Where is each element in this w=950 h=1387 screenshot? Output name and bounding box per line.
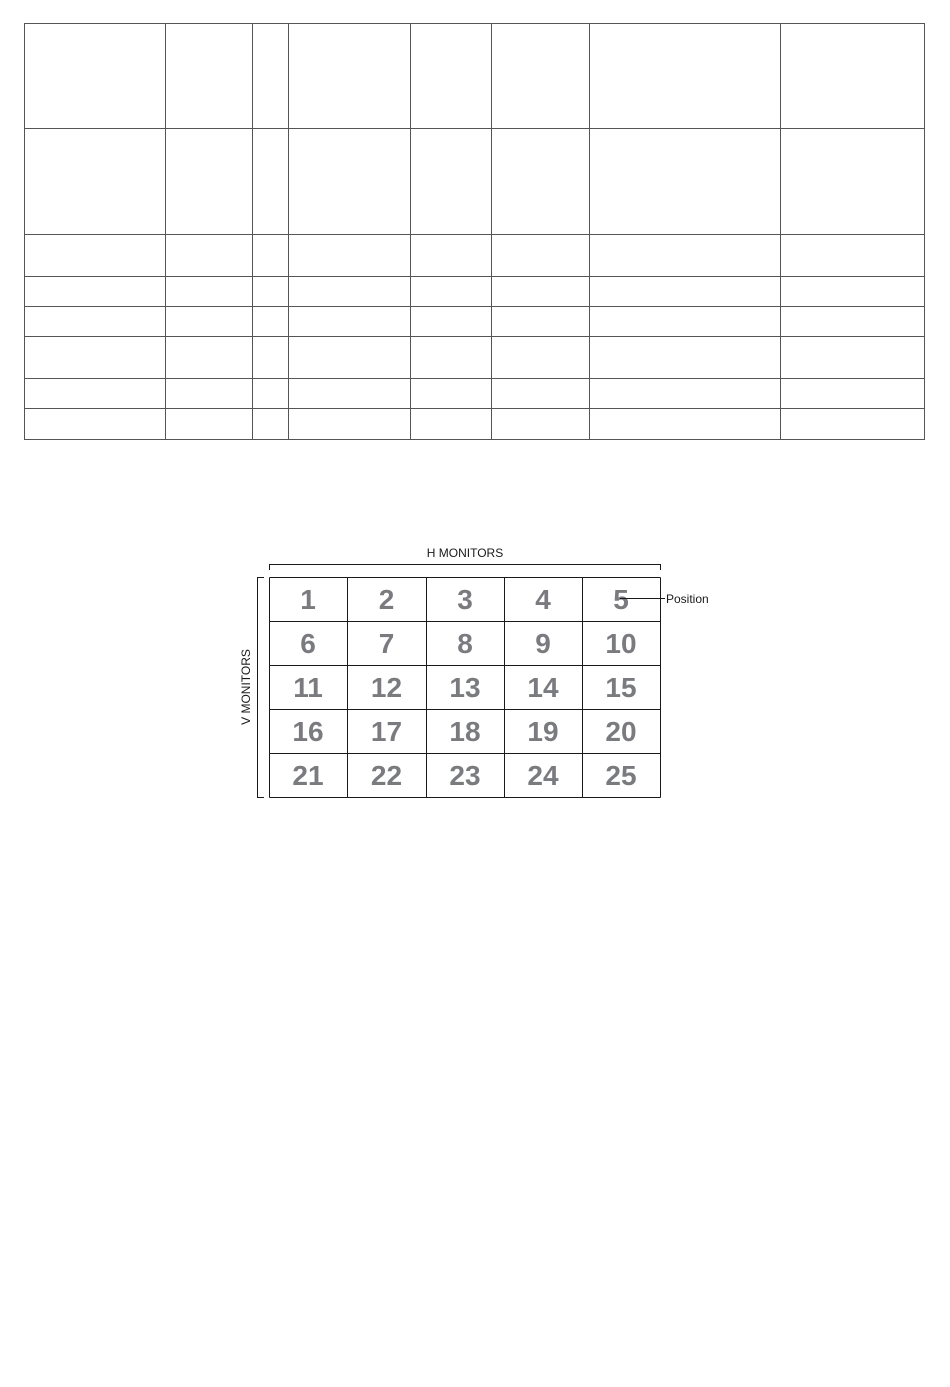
- monitor-position-number: 10: [605, 628, 637, 659]
- monitor-position-number: 15: [605, 672, 637, 703]
- monitor-position-number: 6: [300, 628, 316, 659]
- monitor-position-number: 22: [370, 760, 403, 791]
- monitor-position-number: 21: [292, 760, 324, 791]
- v-monitors-bracket: [258, 578, 265, 798]
- monitor-position-number: 13: [449, 672, 481, 703]
- monitor-position-number: 5: [613, 584, 629, 615]
- monitor-position-number: 25: [605, 760, 637, 791]
- monitor-position-number: 20: [605, 716, 637, 747]
- monitor-position-number: 11: [293, 672, 323, 703]
- monitor-position-number: 16: [292, 716, 324, 747]
- monitor-position-number: 17: [370, 716, 403, 747]
- monitor-position-number: 18: [449, 716, 481, 747]
- monitor-position-number: 1: [300, 584, 316, 615]
- h-monitors-bracket: [270, 565, 661, 571]
- monitor-position-number: 9: [535, 628, 551, 659]
- monitor-position-number: 8: [457, 628, 473, 659]
- monitor-position-number: 3: [457, 584, 473, 615]
- v-monitors-label: V MONITORS: [239, 649, 253, 725]
- monitor-position-number: 23: [449, 760, 481, 791]
- monitor-position-number: 7: [378, 628, 395, 659]
- monitor-position-number: 2: [378, 584, 395, 615]
- monitor-position-number: 14: [527, 672, 559, 703]
- monitor-position-number: 24: [527, 760, 559, 791]
- position-callout-label: Position: [666, 592, 709, 606]
- monitor-position-number: 19: [527, 716, 559, 747]
- monitor-position-number: 4: [535, 584, 551, 615]
- h-monitors-label: H MONITORS: [426, 546, 504, 560]
- monitor-position-number: 12: [370, 672, 403, 703]
